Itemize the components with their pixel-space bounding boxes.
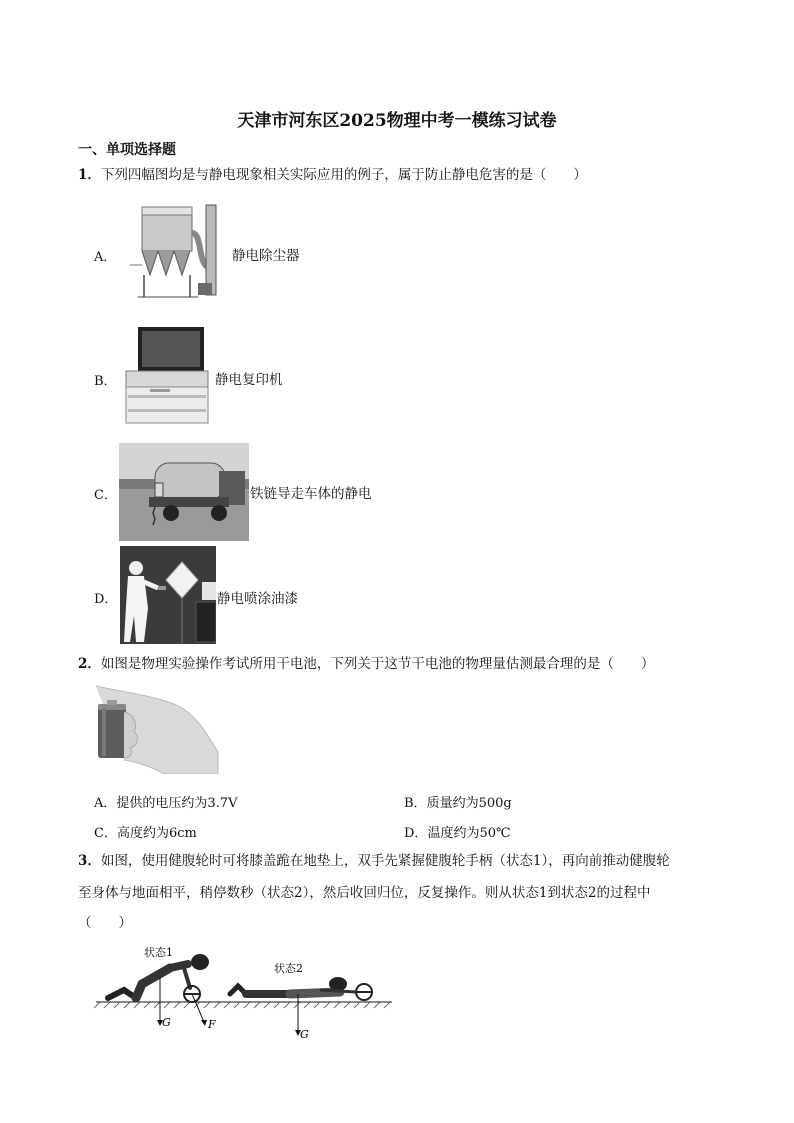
option-caption: 铁链导走车体的静电 xyxy=(250,486,372,502)
question-1 xyxy=(78,166,587,184)
force-g2-label: G xyxy=(300,1028,309,1040)
battery-image xyxy=(94,682,222,774)
option-letter: D． xyxy=(94,592,118,607)
question-stem: 如图是物理实验操作考试所用干电池，下列关于这节干电池的物理量估测最合理的是（ ） xyxy=(100,656,655,672)
option-letter: B． xyxy=(94,374,117,389)
question-stem: 下列四幅图均是与静电现象相关实际应用的例子，属于防止静电危害的是（ ） xyxy=(100,167,587,183)
question-stem-line1: 如图，使用健腹轮时可将膝盖跪在地垫上，双手先紧握健腹轮手柄（状态1），再向前推动健腹轮 xyxy=(100,853,670,869)
option-letter: C． xyxy=(94,826,117,841)
state1-label: 状态1 xyxy=(144,946,173,959)
option-letter: A． xyxy=(94,796,117,811)
copier-image xyxy=(122,323,212,427)
state2-person xyxy=(230,977,372,1000)
option-letter: C． xyxy=(94,488,117,503)
option-text: 温度约为50℃ xyxy=(427,826,511,841)
question-2 xyxy=(78,655,654,673)
spray-painter-image xyxy=(120,546,216,644)
option-b xyxy=(404,792,512,811)
option-d xyxy=(404,822,511,841)
question-stem-line2: 至身体与地面相平，稍停数秒（状态2），然后收回归位，反复操作。则从状态1到状态2的过程中 xyxy=(78,885,651,901)
page-title: 天津市河东区2025物理中考一模练习试卷 xyxy=(237,111,557,131)
question-stem-line3: （ ） xyxy=(78,915,132,931)
state2-label: 状态2 xyxy=(274,962,303,975)
option-caption: 静电复印机 xyxy=(215,372,283,388)
option-a xyxy=(94,792,237,811)
option-letter: A． xyxy=(94,250,117,265)
option-letter: B． xyxy=(404,796,427,811)
option-caption: 静电除尘器 xyxy=(232,248,300,264)
option-text: 高度约为6cm xyxy=(116,826,197,841)
question-number: 1． xyxy=(78,167,101,183)
tanker-truck-image xyxy=(119,443,249,541)
question-number: 2． xyxy=(78,656,101,672)
question-3 xyxy=(78,852,670,870)
state1-person xyxy=(108,954,209,1002)
option-caption: 静电喷涂油漆 xyxy=(217,591,298,607)
force-g1-label: G xyxy=(162,1016,171,1029)
option-letter: D． xyxy=(404,826,428,841)
option-text: 提供的电压约为3.7V xyxy=(116,796,238,811)
option-text: 质量约为500g xyxy=(426,796,512,811)
option-c xyxy=(94,822,197,841)
ab-wheel-figure xyxy=(94,940,394,1040)
force-f-label: F xyxy=(208,1018,216,1031)
dust-collector-image xyxy=(128,203,228,301)
section-heading: 一、单项选择题 xyxy=(78,142,176,158)
question-number: 3． xyxy=(78,853,101,869)
